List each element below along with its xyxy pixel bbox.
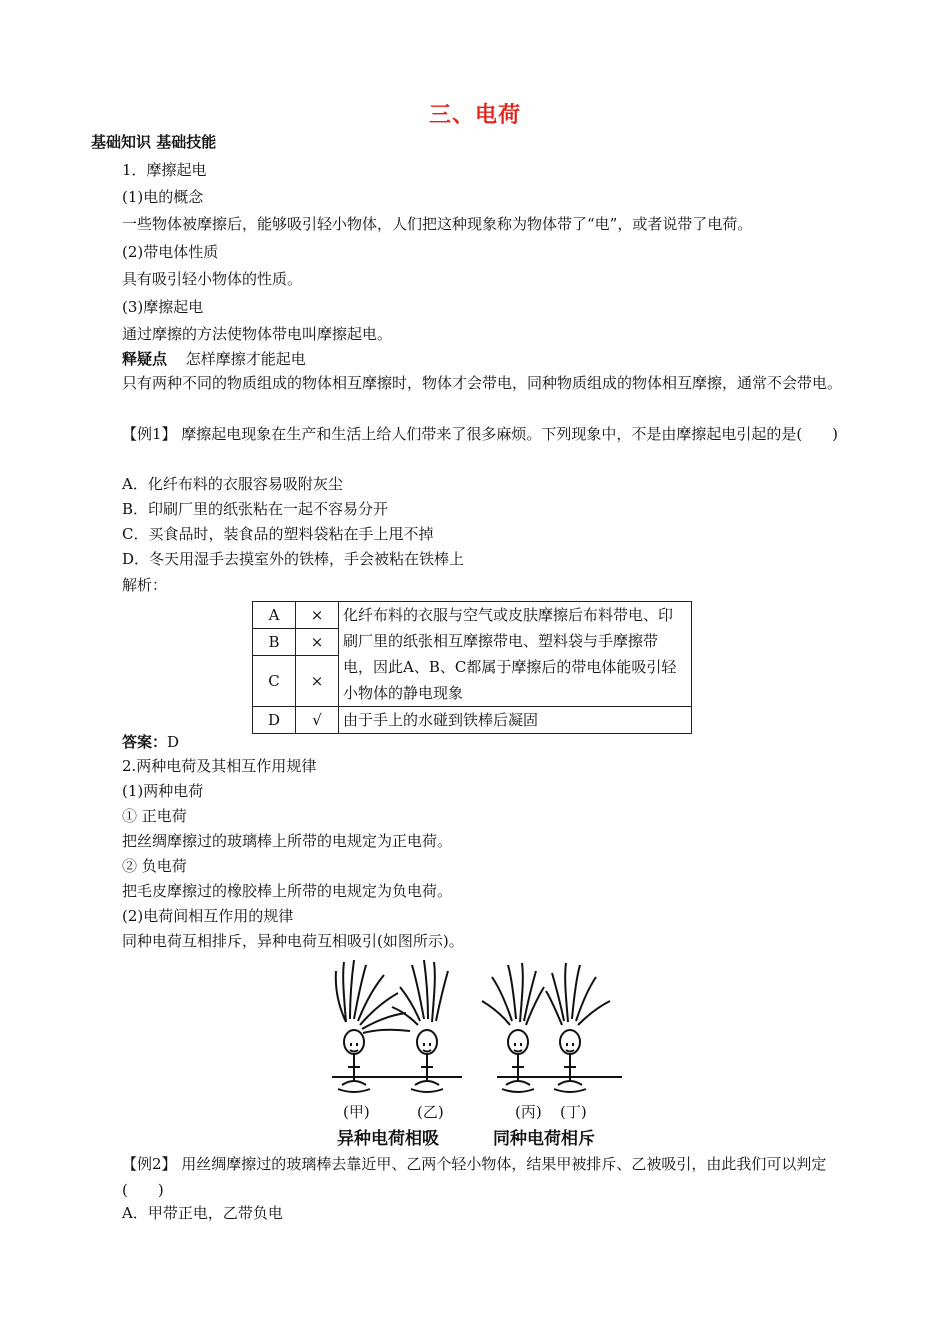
- item-heading: (2)电荷间相互作用的规律: [122, 907, 294, 925]
- item-heading: (1)电的概念: [122, 188, 204, 206]
- paragraph: 一些物体被摩擦后，能够吸引轻小物体，人们把这种现象称为物体带了“电”，或者说带了电荷。: [122, 215, 753, 233]
- item-heading: (1)两种电荷: [122, 782, 204, 800]
- figure-bing: [482, 963, 544, 1092]
- paragraph: 通过摩擦的方法使物体带电叫摩擦起电。: [122, 325, 393, 343]
- explanation-cell: 化纤布料的衣服与空气或皮肤摩擦后布料带电、印刷厂里的纸张相互摩擦带电、塑料袋与手摩擦带电，因此A、B、C都属于摩擦后的带电体能吸引轻小物体的静电现象: [339, 602, 692, 707]
- figure-label-bing: (丙): [515, 1103, 542, 1121]
- mark-cell: ×: [296, 602, 339, 629]
- subsection-heading: 2.两种电荷及其相互作用规律: [122, 757, 317, 775]
- explanation-cell: 由于手上的水碰到铁棒后凝固: [339, 707, 692, 734]
- item-heading: ① 正电荷: [122, 807, 187, 825]
- option-b: B．印刷厂里的纸张粘在一起不容易分开: [122, 500, 389, 518]
- option-a: A．甲带正电，乙带负电: [122, 1204, 283, 1222]
- doubt-title: 怎样摩擦才能起电: [185, 350, 306, 368]
- table-row: [253, 602, 692, 629]
- paragraph: 具有吸引轻小物体的性质。: [122, 270, 303, 288]
- item-heading: ② 负电荷: [122, 857, 187, 875]
- figure-caption-left: 异种电荷相吸: [337, 1129, 439, 1149]
- paragraph: 把丝绸摩擦过的玻璃棒上所带的电规定为正电荷。: [122, 832, 453, 850]
- figure-label-yi: (乙): [417, 1103, 444, 1121]
- figure-yi: [392, 960, 448, 1092]
- figure-caption-right: 同种电荷相斥: [493, 1129, 595, 1149]
- example-2: 【例2】 用丝绸摩擦过的玻璃棒去靠近甲、乙两个轻小物体，结果甲被排斥、乙被吸引，由此我们可以判定( ): [122, 1155, 827, 1199]
- option-cell: A: [253, 602, 296, 629]
- figure-label-ding: (丁): [560, 1103, 587, 1121]
- page-title: 三、电荷: [428, 102, 521, 128]
- option-cell: C: [253, 655, 296, 707]
- analysis-label: 解析：: [122, 576, 168, 594]
- option-cell: B: [253, 628, 296, 655]
- figure-label-jia: (甲): [343, 1103, 370, 1121]
- figure-jia: [336, 960, 410, 1092]
- doubt-point: [122, 350, 306, 368]
- mark-cell: ×: [296, 655, 339, 707]
- example-1: 【例1】 摩擦起电现象在生产和生活上给人们带来了很多麻烦。下列现象中，不是由摩擦起电引起的是( ): [122, 425, 839, 443]
- subsection-heading: 1．摩擦起电: [122, 161, 207, 179]
- analysis-table: [252, 601, 692, 734]
- figure-ding: [546, 963, 610, 1092]
- doubt-label: 释疑点: [122, 350, 168, 368]
- table-row: [253, 707, 692, 734]
- paragraph: 同种电荷互相排斥，异种电荷互相吸引(如图所示)。: [122, 932, 464, 950]
- doubt-paragraph: 只有两种不同的物质组成的物体相互摩擦时，物体才会带电，同种物质组成的物体相互摩擦，通常不会带电。: [122, 374, 843, 392]
- mark-cell: √: [296, 707, 339, 734]
- mark-cell: ×: [296, 628, 339, 655]
- paragraph: 把毛皮摩擦过的橡胶棒上所带的电规定为负电荷。: [122, 882, 453, 900]
- option-a: A．化纤布料的衣服容易吸附灰尘: [122, 475, 343, 493]
- item-heading: (2)带电体性质: [122, 243, 219, 261]
- option-d: D．冬天用湿手去摸室外的铁棒，手会被粘在铁棒上: [122, 550, 465, 568]
- answer: 答案：D: [122, 733, 180, 751]
- section-heading: 基础知识 基础技能: [91, 133, 217, 151]
- option-cell: D: [253, 707, 296, 734]
- item-heading: (3)摩擦起电: [122, 298, 204, 316]
- option-c: C．买食品时，装食品的塑料袋粘在手上甩不掉: [122, 525, 434, 543]
